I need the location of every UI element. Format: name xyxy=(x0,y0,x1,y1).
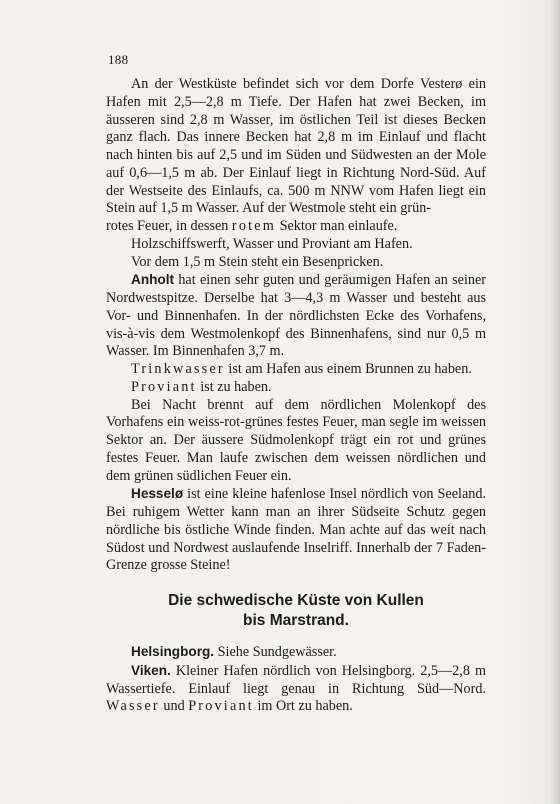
text-run: ist zu haben. xyxy=(196,378,272,395)
spaced-word: Proviant xyxy=(131,378,197,395)
paragraph-vestero-continuation xyxy=(106,218,486,236)
place-name: Viken. xyxy=(131,662,171,678)
section-heading xyxy=(106,591,486,631)
spaced-word: rotem xyxy=(231,218,277,234)
paragraph-anholt xyxy=(106,271,486,361)
text-run: ist am Hafen aus einem Brunnen zu haben. xyxy=(224,361,472,377)
paragraph-nacht: Bei Nacht brennt auf dem nördlichen Molenkopf des Vorhafens ein weiss-rot-grünes festes Feuer, man segle im weissen Sektor an. Der äussere Südmolenkopf trägt ein rot und grünes festes Feuer. Man laufe zwischen dem weissen nördlichen und dem grünen südlichen Feuer ein. xyxy=(106,396,486,484)
text-run: im Ort zu haben. xyxy=(253,698,353,715)
page-edge-shadow xyxy=(550,0,560,804)
place-name: Hesselø xyxy=(131,486,184,502)
text-run: hat einen sehr guten und geräumigen Hafen an seiner Nordwestspitze. Derselbe hat 3—4,3 m Wasser und besteht aus Vor- und Binnenhafen. In der nördlichsten Ecke des Vorhafens, vis-à-vis dem Westmolenkopf des Binnenhafens, sind nur 0,5 m Wasser. Im Binnenhafen 3,7 m. xyxy=(106,272,486,360)
text-run: ist eine kleine hafenlose Insel nördlich von Seeland. Bei ruhigem Wetter kann man an ihrer Südseite Schutz gegen nördliche bis östliche Winde finden. Man achte auf das weit nach Südost und Nordwest auslaufende Inselriff. Innerhalb der 7 Faden-Grenze grosse Steine! xyxy=(106,486,486,574)
text-run: Kleiner Hafen nördlich von Helsingborg. 2,5—2,8 m Wassertiefe. Einlauf liegt genau in Richtung Süd—Nord. xyxy=(106,662,486,697)
place-name: Anholt xyxy=(131,272,175,288)
spaced-word: Trinkwasser xyxy=(131,361,225,377)
text-run: Siehe Sundgewässer. xyxy=(214,644,337,660)
spaced-word: Proviant xyxy=(188,698,254,715)
text-run: Sektor man einlaufe. xyxy=(276,218,398,234)
place-name: Helsingborg. xyxy=(131,644,215,659)
paragraph-viken xyxy=(106,662,486,716)
spaced-word: Wasser xyxy=(106,698,160,715)
paragraph-trinkwasser xyxy=(106,361,486,379)
paragraph-hesselo xyxy=(106,485,486,575)
paragraph-werft: Holzschiffswerft, Wasser und Proviant am Hafen. xyxy=(131,235,413,252)
heading-line-2: bis Marstrand. xyxy=(243,612,349,629)
heading-line-1: Die schwedische Küste von Kullen xyxy=(168,592,424,609)
paragraph-vestero: An der Westküste befindet sich vor dem Dorfe Vesterø ein Hafen mit 2,5—2,8 m Tiefe. Der Hafen hat zwei Becken, im äusseren sind 2,8 m Wasser, im östlichen Teil ist dieses Becken ganz flach. Das innere Becken hat 2,8 m im Einlauf und flacht nach hinten bis auf 2,5 und im Süden und Südwesten an der Mole auf 0,6—1,5 m ab. Der Einlauf liegt in Richtung Nord-Süd. Auf der Westseite des Einlaufs, ca. 500 m NNW vom Hafen liegt ein Stein auf 1,5 m Wasser. Auf der Westmole steht ein grün- xyxy=(106,76,486,217)
paragraph-helsingborg xyxy=(106,643,486,662)
body-text xyxy=(106,76,486,716)
paragraph-besenpricken: Vor dem 1,5 m Stein steht ein Besenpricken. xyxy=(131,253,384,270)
text-run: und xyxy=(159,698,189,715)
paragraph-proviant xyxy=(106,379,486,397)
text-run: rotes Feuer, in dessen xyxy=(106,218,232,234)
page-number: 188 xyxy=(108,52,129,67)
